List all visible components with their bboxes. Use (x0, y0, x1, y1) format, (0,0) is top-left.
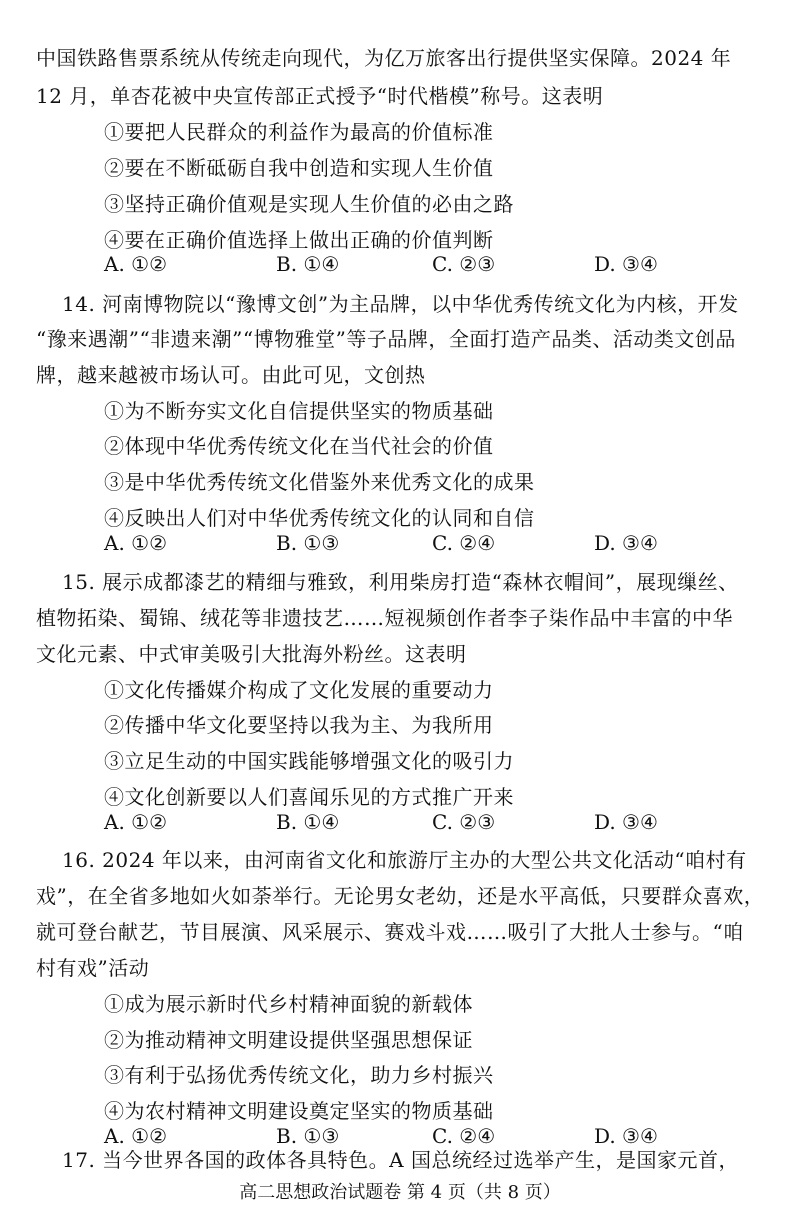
q13-option-4: ④要在正确价值选择上做出正确的价值判断 (104, 228, 494, 252)
q13-choices (104, 250, 744, 278)
q16-option-2: ②为推动精神文明建设提供坚强思想保证 (104, 1028, 473, 1052)
q15-option-2: ②传播中华文化要坚持以我为主、为我所用 (104, 713, 494, 737)
q14-choice-a: A. ①② (104, 531, 168, 555)
q15-stem-line-2: 植物拓染、蜀锦、绒花等非遗技艺……短视频创作者李子柒作品中丰富的中华 (36, 606, 733, 630)
q14-choices (104, 529, 744, 557)
q16-choice-a: A. ①② (104, 1124, 168, 1148)
q16-choice-b: B. ①③ (276, 1124, 340, 1148)
q14-choice-b: B. ①③ (276, 531, 340, 555)
q15-choice-a: A. ①② (104, 810, 168, 834)
q13-choice-a: A. ①② (104, 252, 168, 276)
q16-option-3: ③有利于弘扬优秀传统文化，助力乡村振兴 (104, 1063, 494, 1087)
q15-stem-line-1: 15. 展示成都漆艺的精细与雅致，利用柴房打造“森林衣帽间”，展现缫丝、 (62, 570, 739, 594)
q16-stem-line-3: 就可登台献艺，节目展演、风采展示、赛戏斗戏……吸引了大批人士参与。“咱 (36, 920, 744, 944)
q15-choice-d: D. ③④ (594, 810, 658, 834)
q16-stem-line-1: 16. 2024 年以来，由河南省文化和旅游厅主办的大型公共文化活动“咱村有 (62, 848, 747, 872)
q14-option-4: ④反映出人们对中华优秀传统文化的认同和自信 (104, 506, 535, 530)
q13-option-3: ③坚持正确价值观是实现人生价值的必由之路 (104, 192, 514, 216)
q15-stem-line-3: 文化元素、中式审美吸引大批海外粉丝。这表明 (36, 642, 467, 666)
q14-stem-line-1: 14. 河南博物院以“豫博文创”为主品牌，以中华优秀传统文化为内核，开发 (62, 292, 739, 316)
q16-choice-d: D. ③④ (594, 1124, 658, 1148)
q16-choice-c: C. ②④ (432, 1124, 496, 1148)
q15-option-1: ①文化传播媒介构成了文化发展的重要动力 (104, 678, 494, 702)
q14-choice-c: C. ②④ (432, 531, 496, 555)
q15-choice-c: C. ②③ (432, 810, 496, 834)
q13-option-2: ②要在不断砥砺自我中创造和实现人生价值 (104, 156, 494, 180)
page-footer: 高二思想政治试题卷 第 4 页（共 8 页） (239, 1182, 561, 1203)
q13-choice-c: C. ②③ (432, 252, 496, 276)
q16-option-4: ④为农村精神文明建设奠定坚实的物质基础 (104, 1099, 494, 1123)
q13-option-1: ①要把人民群众的利益作为最高的价值标准 (104, 120, 494, 144)
q17-stem-line-1: 17. 当今世界各国的政体各具特色。A 国总统经过选举产生，是国家元首， (62, 1148, 739, 1172)
q13-stem-line-2: 12 月，单杏花被中央宣传部正式授予“时代楷模”称号。这表明 (36, 84, 604, 108)
q15-option-4: ④文化创新要以人们喜闻乐见的方式推广开来 (104, 785, 514, 809)
q15-option-3: ③立足生动的中国实践能够增强文化的吸引力 (104, 749, 514, 773)
q14-stem-line-2: “豫来遇潮”“非遗来潮”“博物雅堂”等子品牌，全面打造产品类、活动类文创品 (36, 327, 736, 351)
q14-choice-d: D. ③④ (594, 531, 658, 555)
q16-stem-line-2: 戏”，在全省多地如火如荼举行。无论男女老幼，还是水平高低，只要群众喜欢， (36, 884, 765, 908)
q15-choices (104, 808, 744, 836)
q16-option-1: ①成为展示新时代乡村精神面貌的新载体 (104, 992, 473, 1016)
q13-choice-b: B. ①④ (276, 252, 340, 276)
q15-choice-b: B. ①④ (276, 810, 340, 834)
q14-option-3: ③是中华优秀传统文化借鉴外来优秀文化的成果 (104, 470, 535, 494)
q13-choice-d: D. ③④ (594, 252, 658, 276)
q13-stem-line-1: 中国铁路售票系统从传统走向现代，为亿万旅客出行提供坚实保障。2024 年 (36, 46, 732, 70)
q14-option-2: ②体现中华优秀传统文化在当代社会的价值 (104, 434, 494, 458)
q16-stem-line-4: 村有戏”活动 (36, 956, 150, 980)
q14-option-1: ①为不断夯实文化自信提供坚实的物质基础 (104, 399, 494, 423)
q14-stem-line-3: 牌，越来越被市场认可。由此可见，文创热 (36, 363, 426, 387)
